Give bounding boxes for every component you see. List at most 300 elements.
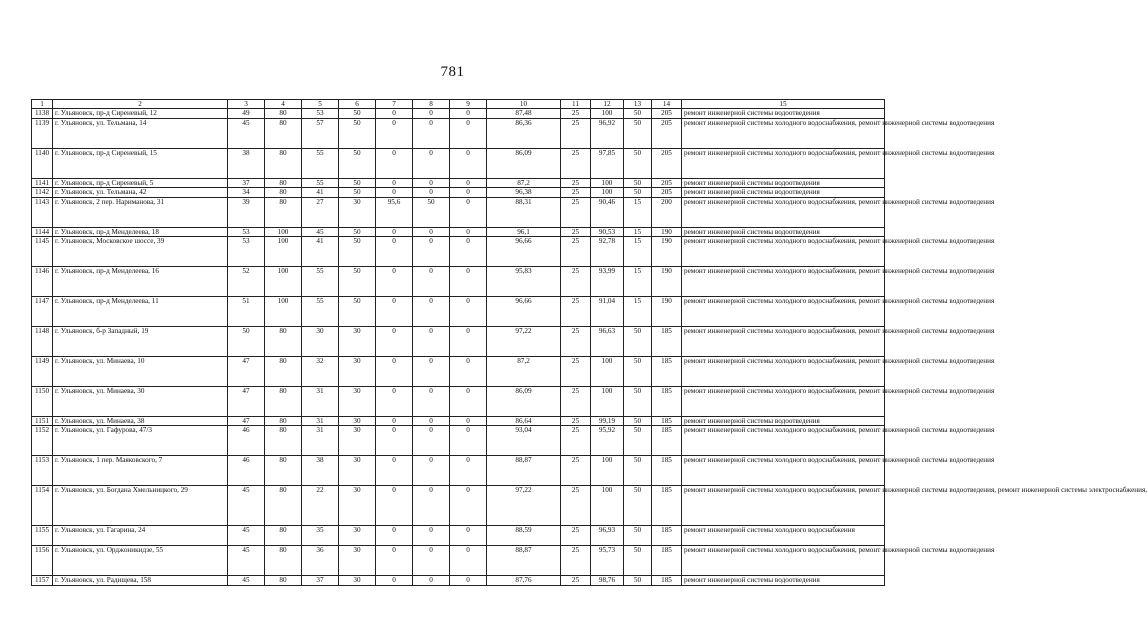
address-cell: г. Ульяновск, ул. Орджоникидзе, 55 [53, 546, 228, 576]
value-cell: 93,04 [487, 426, 561, 456]
value-cell: 50 [624, 118, 652, 148]
address-cell: г. Ульяновск, пр-д Менделеева, 16 [53, 267, 228, 297]
row-number: 1155 [32, 526, 53, 546]
table-row [32, 357, 885, 387]
value-cell: 41 [302, 188, 339, 197]
table-row [32, 118, 885, 148]
registry-table [31, 99, 1147, 586]
value-cell: 30 [339, 417, 376, 426]
work-type-cell: ремонт инженерной системы холодного водоснабжения, ремонт инженерной системы водоотведения [682, 357, 885, 387]
address-cell: г. Ульяновск, пр-д Менделеева, 18 [53, 227, 228, 236]
value-cell: 50 [624, 109, 652, 118]
value-cell: 0 [450, 357, 487, 387]
value-cell: 80 [265, 118, 302, 148]
value-cell: 0 [376, 178, 413, 187]
value-cell: 0 [413, 188, 450, 197]
value-cell: 190 [652, 297, 682, 327]
value-cell: 80 [265, 148, 302, 178]
table-row [32, 387, 885, 417]
value-cell: 50 [339, 237, 376, 267]
table-row [32, 227, 885, 236]
value-cell: 100 [591, 188, 624, 197]
column-header: 1 [32, 100, 53, 109]
table-row [32, 267, 885, 297]
value-cell: 0 [413, 118, 450, 148]
work-type-cell: ремонт инженерной системы холодного водоснабжения, ремонт инженерной системы водоотведения [682, 456, 885, 486]
value-cell: 50 [624, 486, 652, 526]
value-cell: 100 [591, 178, 624, 187]
value-cell: 45 [228, 546, 265, 576]
value-cell: 97,85 [591, 148, 624, 178]
value-cell: 53 [302, 109, 339, 118]
value-cell: 88,59 [487, 526, 561, 546]
value-cell: 95,83 [487, 267, 561, 297]
row-number: 1148 [32, 327, 53, 357]
work-type-cell: ремонт инженерной системы холодного водоснабжения, ремонт инженерной системы водоотведения [682, 197, 885, 227]
work-type-cell: ремонт инженерной системы холодного водоснабжения, ремонт инженерной системы водоотведения, ремонт инженерной системы электроснабжения, [682, 486, 885, 526]
row-number: 1151 [32, 417, 53, 426]
value-cell: 185 [652, 456, 682, 486]
address-cell: г. Ульяновск, ул. Минаева, 10 [53, 357, 228, 387]
value-cell: 50 [624, 526, 652, 546]
value-cell: 205 [652, 148, 682, 178]
value-cell: 0 [413, 357, 450, 387]
value-cell: 88,87 [487, 546, 561, 576]
value-cell: 0 [450, 417, 487, 426]
value-cell: 47 [228, 417, 265, 426]
column-header: 15 [682, 100, 885, 109]
table-row [32, 456, 885, 486]
column-header: 2 [53, 100, 228, 109]
value-cell: 38 [228, 148, 265, 178]
table-body [32, 109, 1147, 585]
value-cell: 0 [413, 576, 450, 585]
value-cell: 0 [376, 118, 413, 148]
column-header: 14 [652, 100, 682, 109]
row-number: 1156 [32, 546, 53, 576]
value-cell: 95,73 [591, 546, 624, 576]
value-cell: 50 [624, 417, 652, 426]
value-cell: 25 [561, 267, 591, 297]
value-cell: 25 [561, 197, 591, 227]
value-cell: 0 [413, 387, 450, 417]
value-cell: 91,04 [591, 297, 624, 327]
value-cell: 0 [413, 456, 450, 486]
value-cell: 0 [450, 148, 487, 178]
work-type-cell: ремонт инженерной системы холодного водоснабжения, ремонт инженерной системы водоотведения [682, 426, 885, 456]
row-number: 1142 [32, 188, 53, 197]
work-type-cell: ремонт инженерной системы водоотведения [682, 227, 885, 236]
value-cell: 0 [376, 297, 413, 327]
address-cell: г. Ульяновск, ул. Радищева, 158 [53, 576, 228, 585]
value-cell: 57 [302, 118, 339, 148]
value-cell: 25 [561, 178, 591, 187]
value-cell: 100 [591, 387, 624, 417]
value-cell: 0 [450, 118, 487, 148]
value-cell: 55 [302, 178, 339, 187]
value-cell: 80 [265, 188, 302, 197]
address-cell: г. Ульяновск, ул. Минаева, 38 [53, 417, 228, 426]
value-cell: 0 [413, 546, 450, 576]
value-cell: 93,99 [591, 267, 624, 297]
value-cell: 90,46 [591, 197, 624, 227]
address-cell: г. Ульяновск, 1 пер. Маяковского, 7 [53, 456, 228, 486]
value-cell: 0 [376, 227, 413, 236]
column-header: 12 [591, 100, 624, 109]
value-cell: 95,6 [376, 197, 413, 227]
value-cell: 50 [624, 576, 652, 585]
value-cell: 25 [561, 526, 591, 546]
column-header: 6 [339, 100, 376, 109]
value-cell: 47 [228, 387, 265, 417]
column-header: 11 [561, 100, 591, 109]
value-cell: 0 [376, 456, 413, 486]
value-cell: 100 [591, 486, 624, 526]
value-cell: 25 [561, 426, 591, 456]
address-cell: г. Ульяновск, пр-д Сиреневый, 15 [53, 148, 228, 178]
work-type-cell: ремонт инженерной системы водоотведения [682, 188, 885, 197]
column-header: 8 [413, 100, 450, 109]
value-cell: 96,92 [591, 118, 624, 148]
value-cell: 15 [624, 267, 652, 297]
row-number: 1157 [32, 576, 53, 585]
value-cell: 25 [561, 327, 591, 357]
value-cell: 0 [376, 546, 413, 576]
value-cell: 25 [561, 456, 591, 486]
address-cell: г. Ульяновск, ул. Минаева, 30 [53, 387, 228, 417]
value-cell: 205 [652, 109, 682, 118]
address-cell: г. Ульяновск, пр-д Сиреневый, 5 [53, 178, 228, 187]
value-cell: 96,63 [591, 327, 624, 357]
value-cell: 80 [265, 546, 302, 576]
value-cell: 30 [339, 387, 376, 417]
value-cell: 185 [652, 546, 682, 576]
value-cell: 0 [376, 576, 413, 585]
value-cell: 0 [376, 148, 413, 178]
value-cell: 87,48 [487, 109, 561, 118]
value-cell: 0 [413, 417, 450, 426]
value-cell: 50 [624, 327, 652, 357]
value-cell: 0 [413, 227, 450, 236]
value-cell: 53 [228, 227, 265, 236]
value-cell: 0 [376, 387, 413, 417]
value-cell: 50 [624, 178, 652, 187]
value-cell: 50 [339, 109, 376, 118]
value-cell: 97,22 [487, 486, 561, 526]
table-row [32, 237, 885, 267]
value-cell: 39 [228, 197, 265, 227]
value-cell: 100 [265, 297, 302, 327]
value-cell: 50 [624, 456, 652, 486]
value-cell: 87,2 [487, 178, 561, 187]
value-cell: 55 [302, 297, 339, 327]
value-cell: 80 [265, 456, 302, 486]
address-cell: г. Ульяновск, ул. Тельмана, 42 [53, 188, 228, 197]
work-type-cell: ремонт инженерной системы холодного водоснабжения, ремонт инженерной системы водоотведения [682, 546, 885, 576]
value-cell: 41 [302, 237, 339, 267]
value-cell: 36 [302, 546, 339, 576]
value-cell: 0 [376, 526, 413, 546]
value-cell: 25 [561, 546, 591, 576]
value-cell: 185 [652, 426, 682, 456]
value-cell: 87,2 [487, 357, 561, 387]
value-cell: 185 [652, 486, 682, 526]
value-cell: 31 [302, 417, 339, 426]
value-cell: 25 [561, 109, 591, 118]
value-cell: 0 [450, 197, 487, 227]
table-row [32, 148, 885, 178]
address-cell: г. Ульяновск, Московское шоссе, 39 [53, 237, 228, 267]
value-cell: 49 [228, 109, 265, 118]
value-cell: 80 [265, 387, 302, 417]
value-cell: 87,76 [487, 576, 561, 585]
value-cell: 205 [652, 178, 682, 187]
value-cell: 55 [302, 267, 339, 297]
value-cell: 86,09 [487, 387, 561, 417]
work-type-cell: ремонт инженерной системы водоотведения [682, 109, 885, 118]
work-type-cell: ремонт инженерной системы водоотведения [682, 178, 885, 187]
value-cell: 0 [450, 526, 487, 546]
value-cell: 96,66 [487, 237, 561, 267]
value-cell: 0 [413, 426, 450, 456]
address-cell: г. Ульяновск, ул. Гагарина, 24 [53, 526, 228, 546]
value-cell: 185 [652, 576, 682, 585]
table-row [32, 576, 885, 585]
column-header: 13 [624, 100, 652, 109]
value-cell: 185 [652, 387, 682, 417]
value-cell: 0 [413, 267, 450, 297]
value-cell: 0 [450, 387, 487, 417]
value-cell: 38 [302, 456, 339, 486]
value-cell: 185 [652, 417, 682, 426]
table-row [32, 178, 885, 187]
table-row [32, 486, 885, 526]
value-cell: 31 [302, 387, 339, 417]
value-cell: 25 [561, 486, 591, 526]
value-cell: 185 [652, 526, 682, 546]
table-row [32, 297, 885, 327]
value-cell: 80 [265, 486, 302, 526]
value-cell: 0 [376, 357, 413, 387]
row-number: 1152 [32, 426, 53, 456]
value-cell: 80 [265, 576, 302, 585]
value-cell: 37 [302, 576, 339, 585]
row-number: 1154 [32, 486, 53, 526]
work-type-cell: ремонт инженерной системы холодного водоснабжения [682, 526, 885, 546]
work-type-cell: ремонт инженерной системы холодного водоснабжения, ремонт инженерной системы водоотведения [682, 118, 885, 148]
value-cell: 37 [228, 178, 265, 187]
value-cell: 50 [339, 118, 376, 148]
table-row [32, 327, 885, 357]
value-cell: 100 [265, 237, 302, 267]
value-cell: 50 [413, 197, 450, 227]
work-type-cell: ремонт инженерной системы холодного водоснабжения, ремонт инженерной системы водоотведения [682, 297, 885, 327]
row-number: 1138 [32, 109, 53, 118]
row-number: 1141 [32, 178, 53, 187]
row-number: 1140 [32, 148, 53, 178]
value-cell: 0 [450, 327, 487, 357]
row-number: 1150 [32, 387, 53, 417]
value-cell: 0 [413, 526, 450, 546]
table-row [32, 109, 885, 118]
value-cell: 80 [265, 417, 302, 426]
value-cell: 0 [376, 327, 413, 357]
value-cell: 25 [561, 387, 591, 417]
value-cell: 0 [450, 426, 487, 456]
value-cell: 0 [450, 188, 487, 197]
value-cell: 15 [624, 237, 652, 267]
column-header: 9 [450, 100, 487, 109]
value-cell: 25 [561, 227, 591, 236]
value-cell: 50 [339, 297, 376, 327]
value-cell: 190 [652, 267, 682, 297]
value-cell: 45 [228, 576, 265, 585]
value-cell: 45 [228, 486, 265, 526]
value-cell: 0 [376, 417, 413, 426]
value-cell: 0 [376, 426, 413, 456]
value-cell: 15 [624, 227, 652, 236]
value-cell: 100 [591, 456, 624, 486]
value-cell: 0 [450, 456, 487, 486]
value-cell: 35 [302, 526, 339, 546]
value-cell: 50 [339, 227, 376, 236]
value-cell: 0 [413, 297, 450, 327]
value-cell: 80 [265, 357, 302, 387]
value-cell: 32 [302, 357, 339, 387]
row-number: 1145 [32, 237, 53, 267]
value-cell: 80 [265, 197, 302, 227]
value-cell: 30 [339, 197, 376, 227]
value-cell: 30 [339, 576, 376, 585]
value-cell: 30 [339, 456, 376, 486]
work-type-cell: ремонт инженерной системы холодного водоснабжения, ремонт инженерной системы водоотведения [682, 327, 885, 357]
value-cell: 53 [228, 237, 265, 267]
value-cell: 51 [228, 297, 265, 327]
column-header: 3 [228, 100, 265, 109]
row-number: 1144 [32, 227, 53, 236]
value-cell: 25 [561, 237, 591, 267]
value-cell: 50 [339, 148, 376, 178]
table-row [32, 526, 885, 546]
row-number: 1149 [32, 357, 53, 387]
page-number: 781 [440, 64, 465, 80]
row-number: 1139 [32, 118, 53, 148]
address-cell: г. Ульяновск, ул. Гафурова, 47/3 [53, 426, 228, 456]
value-cell: 50 [624, 426, 652, 456]
value-cell: 0 [376, 486, 413, 526]
value-cell: 0 [450, 178, 487, 187]
address-cell: г. Ульяновск, пр-д Менделеева, 11 [53, 297, 228, 327]
address-cell: г. Ульяновск, пр-д Сиреневый, 12 [53, 109, 228, 118]
row-number: 1153 [32, 456, 53, 486]
value-cell: 97,22 [487, 327, 561, 357]
value-cell: 80 [265, 109, 302, 118]
value-cell: 47 [228, 357, 265, 387]
table-row [32, 197, 885, 227]
value-cell: 0 [376, 109, 413, 118]
value-cell: 30 [339, 526, 376, 546]
value-cell: 55 [302, 148, 339, 178]
value-cell: 100 [591, 109, 624, 118]
value-cell: 25 [561, 188, 591, 197]
value-cell: 88,87 [487, 456, 561, 486]
value-cell: 86,09 [487, 148, 561, 178]
address-cell: г. Ульяновск, 2 пер. Нариманова, 31 [53, 197, 228, 227]
value-cell: 50 [624, 188, 652, 197]
table-row [32, 188, 885, 197]
value-cell: 50 [339, 188, 376, 197]
value-cell: 96,93 [591, 526, 624, 546]
value-cell: 185 [652, 357, 682, 387]
value-cell: 30 [339, 327, 376, 357]
address-cell: г. Ульяновск, ул. Богдана Хмельницкого, 29 [53, 486, 228, 526]
address-cell: г. Ульяновск, б-р Западный, 19 [53, 327, 228, 357]
row-number: 1147 [32, 297, 53, 327]
work-type-cell: ремонт инженерной системы холодного водоснабжения, ремонт инженерной системы водоотведения [682, 237, 885, 267]
value-cell: 99,19 [591, 417, 624, 426]
value-cell: 80 [265, 526, 302, 546]
value-cell: 0 [450, 297, 487, 327]
value-cell: 50 [624, 148, 652, 178]
value-cell: 80 [265, 426, 302, 456]
value-cell: 80 [265, 178, 302, 187]
value-cell: 200 [652, 197, 682, 227]
value-cell: 190 [652, 237, 682, 267]
value-cell: 0 [413, 237, 450, 267]
address-cell: г. Ульяновск, ул. Тельмана, 14 [53, 118, 228, 148]
value-cell: 100 [265, 267, 302, 297]
value-cell: 86,64 [487, 417, 561, 426]
value-cell: 0 [376, 267, 413, 297]
value-cell: 15 [624, 197, 652, 227]
table-row [32, 546, 885, 576]
value-cell: 0 [413, 486, 450, 526]
value-cell: 0 [450, 237, 487, 267]
value-cell: 45 [302, 227, 339, 236]
value-cell: 205 [652, 118, 682, 148]
row-number: 1146 [32, 267, 53, 297]
column-header: 7 [376, 100, 413, 109]
work-type-cell: ремонт инженерной системы холодного водоснабжения, ремонт инженерной системы водоотведения [682, 387, 885, 417]
value-cell: 0 [450, 576, 487, 585]
value-cell: 50 [624, 357, 652, 387]
value-cell: 25 [561, 297, 591, 327]
value-cell: 15 [624, 297, 652, 327]
value-cell: 88,31 [487, 197, 561, 227]
value-cell: 31 [302, 426, 339, 456]
value-cell: 190 [652, 227, 682, 236]
value-cell: 30 [339, 546, 376, 576]
value-cell: 50 [339, 267, 376, 297]
column-header: 4 [265, 100, 302, 109]
value-cell: 0 [450, 267, 487, 297]
work-type-cell: ремонт инженерной системы водоотведения [682, 417, 885, 426]
work-type-cell: ремонт инженерной системы холодного водоснабжения, ремонт инженерной системы водоотведения [682, 267, 885, 297]
column-header: 5 [302, 100, 339, 109]
table-row [32, 417, 885, 426]
value-cell: 34 [228, 188, 265, 197]
value-cell: 25 [561, 118, 591, 148]
value-cell: 50 [339, 178, 376, 187]
value-cell: 25 [561, 148, 591, 178]
value-cell: 100 [265, 227, 302, 236]
value-cell: 0 [450, 109, 487, 118]
value-cell: 25 [561, 357, 591, 387]
value-cell: 95,92 [591, 426, 624, 456]
value-cell: 22 [302, 486, 339, 526]
value-cell: 96,1 [487, 227, 561, 236]
value-cell: 80 [265, 327, 302, 357]
